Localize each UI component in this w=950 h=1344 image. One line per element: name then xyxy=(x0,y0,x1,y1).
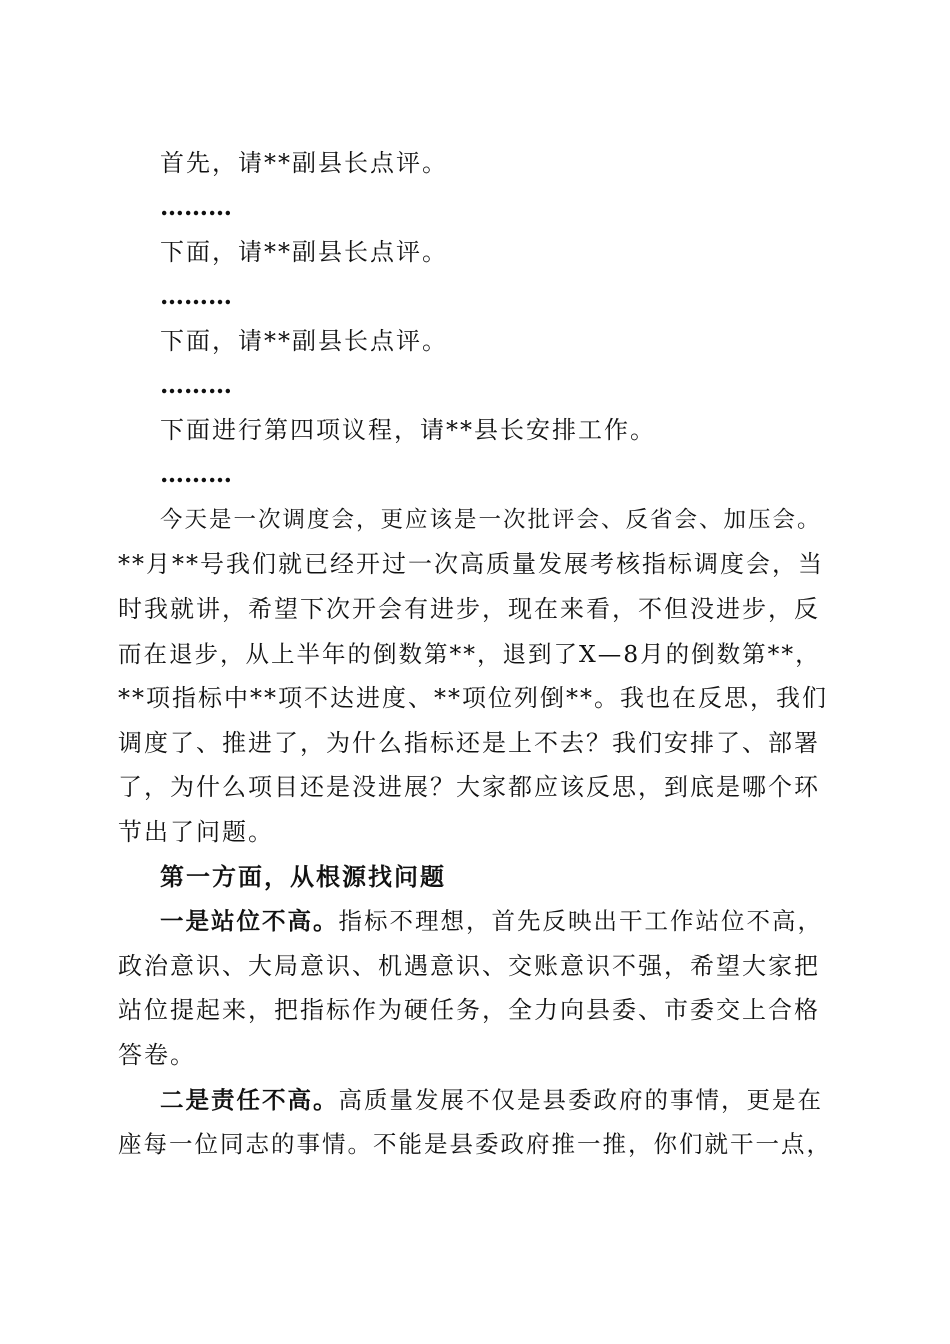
point-2-line: 座每一位同志的事情。不能是县委政府推一推，你们就干一点， xyxy=(118,1130,832,1158)
paragraph-1-line: **项指标中**项不达进度、**项位列倒**。我也在反思，我们 xyxy=(118,684,828,712)
point-1-text: 指标不理想，首先反映出干工作站位不高， xyxy=(338,907,823,935)
point-1-line: 站位提起来，把指标作为硬任务，全力向县委、市委交上合格 xyxy=(118,996,820,1024)
point-1-line: 政治意识、大局意识、机遇意识、交账意识不强，希望大家把 xyxy=(118,952,820,980)
ellipsis-3: ……… xyxy=(160,370,232,399)
point-2-text: 高质量发展不仅是县委政府的事情，更是在 xyxy=(338,1086,823,1114)
paragraph-1-line: 而在退步，从上半年的倒数第**，退到了X—8月的倒数第**， xyxy=(118,640,821,668)
agenda-item-4: 下面进行第四项议程，请**县长安排工作。 xyxy=(160,416,656,444)
paragraph-1-line: 节出了问题。 xyxy=(118,818,274,846)
paragraph-1-line: 时我就讲，希望下次开会有进步，现在来看，不但没进步，反 xyxy=(118,595,820,623)
ellipsis-1: ……… xyxy=(160,192,232,221)
point-1-first-line xyxy=(160,906,823,936)
agenda-item-1: 首先，请**副县长点评。 xyxy=(160,149,448,177)
point-1-line: 答卷。 xyxy=(118,1041,196,1069)
paragraph-1-line: **月**号我们就已经开过一次高质量发展考核指标调度会，当 xyxy=(118,550,824,578)
agenda-item-2: 下面，请**副县长点评。 xyxy=(160,238,448,266)
point-2-lead: 二是责任不高。 xyxy=(160,1086,339,1114)
paragraph-1-line: 了，为什么项目还是没进展？大家都应该反思，到底是哪个环 xyxy=(118,773,820,801)
paragraph-1-line: 今天是一次调度会，更应该是一次批评会、反省会、加压会。 xyxy=(160,507,822,533)
paragraph-1-line: 调度了、推进了，为什么指标还是上不去？我们安排了、部署 xyxy=(118,729,820,757)
ellipsis-4: ……… xyxy=(160,459,232,488)
ellipsis-2: ……… xyxy=(160,281,232,310)
point-1-lead: 一是站位不高。 xyxy=(160,907,339,935)
agenda-item-3: 下面，请**副县长点评。 xyxy=(160,327,448,355)
point-2-first-line xyxy=(160,1085,823,1115)
section-heading: 第一方面，从根源找问题 xyxy=(160,862,446,891)
